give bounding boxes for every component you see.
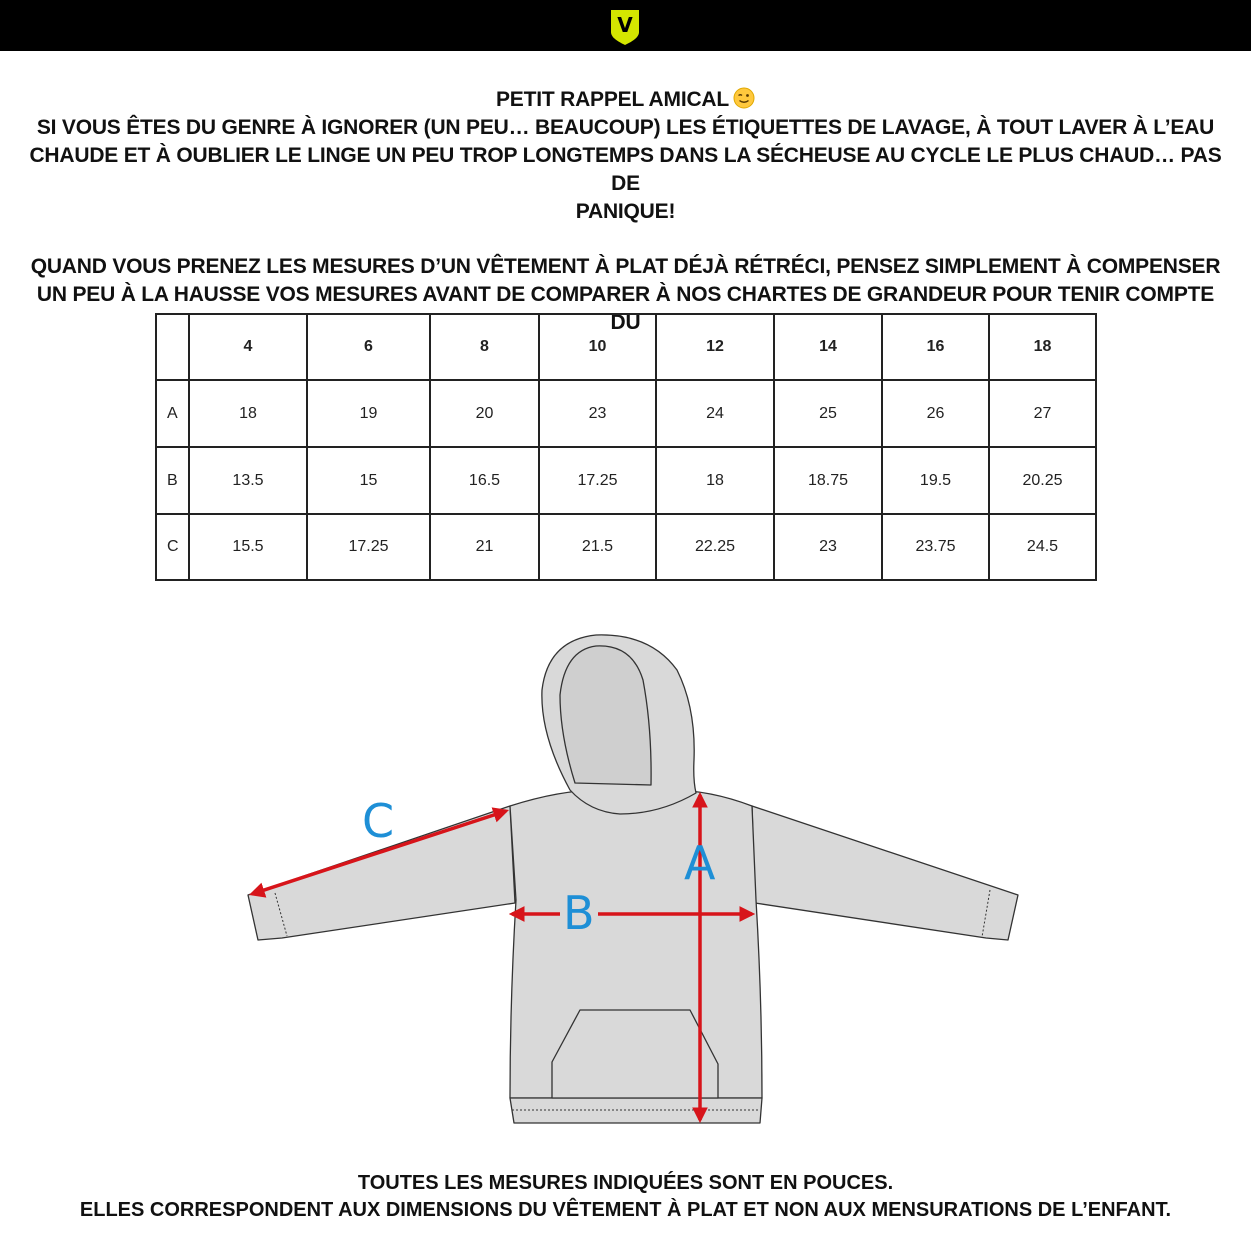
corner-cell <box>156 314 189 380</box>
winking-face-emoji-icon <box>733 87 755 109</box>
footer-note <box>20 1170 1231 1224</box>
hoodie-illustration <box>248 635 1018 1123</box>
table-cell: 23 <box>774 514 882 580</box>
table-cell: 18 <box>189 380 307 447</box>
size-header-cell: 16 <box>882 314 989 380</box>
table-cell: 15 <box>307 447 430 514</box>
intro-title-line <box>20 86 1231 114</box>
intro-paragraph2-line2: UN PEU À LA HAUSSE VOS MESURES AVANT DE COMPARER À NOS CHARTES DE GRANDEUR POUR TENIR COMPTE DU <box>36 283 1215 334</box>
table-cell: 25 <box>774 380 882 447</box>
measure-c-label: C <box>362 794 395 848</box>
table-cell: 18 <box>656 447 774 514</box>
table-cell: 24.5 <box>989 514 1096 580</box>
size-header-row <box>156 314 1096 380</box>
footer-line2: ELLES CORRESPONDENT AUX DIMENSIONS DU VÊTEMENT À PLAT ET NON AUX MENSURATIONS DE L’ENFANT. <box>79 1199 1172 1221</box>
table-cell: 24 <box>656 380 774 447</box>
intro-paragraph2-line1: QUAND VOUS PRENEZ LES MESURES D’UN VÊTEMENT À PLAT DÉJÀ RÉTRÉCI, PENSEZ SIMPLEMENT À COMPENSER <box>30 255 1221 278</box>
size-header-cell: 8 <box>430 314 539 380</box>
table-cell: 13.5 <box>189 447 307 514</box>
table-cell: 19 <box>307 380 430 447</box>
measure-row-c <box>156 514 1096 580</box>
intro-text <box>20 86 1231 337</box>
table-cell: 22.25 <box>656 514 774 580</box>
measure-a-label: A <box>684 836 716 890</box>
table-cell: 19.5 <box>882 447 989 514</box>
intro-paragraph1-line3: PANIQUE! <box>575 200 676 223</box>
table-cell: 27 <box>989 380 1096 447</box>
table-cell: 18.75 <box>774 447 882 514</box>
measure-b-label: B <box>563 886 595 940</box>
table-cell: 20 <box>430 380 539 447</box>
table-cell: 15.5 <box>189 514 307 580</box>
row-label: A <box>156 380 189 447</box>
size-header-cell: 12 <box>656 314 774 380</box>
v-shield-logo-icon <box>609 8 641 46</box>
measure-row-a <box>156 380 1096 447</box>
row-label: B <box>156 447 189 514</box>
size-header-cell: 6 <box>307 314 430 380</box>
table-cell: 17.25 <box>539 447 656 514</box>
intro-paragraph1-line1: SI VOUS ÊTES DU GENRE À IGNORER (UN PEU… BEAUCOUP) LES ÉTIQUETTES DE LAVAGE, À TOUT LAVER À L’EAU <box>36 116 1215 139</box>
svg-text:V: V <box>617 13 633 37</box>
size-header-cell: 10 <box>539 314 656 380</box>
hoodie-measurement-diagram <box>230 625 1030 1135</box>
intro-title: PETIT RAPPEL AMICAL <box>495 88 730 111</box>
top-bar <box>0 0 1251 51</box>
table-cell: 26 <box>882 380 989 447</box>
size-chart-table <box>155 313 1097 581</box>
footer-line1: TOUTES LES MESURES INDIQUÉES SONT EN POUCES. <box>357 1172 894 1194</box>
table-cell: 21 <box>430 514 539 580</box>
size-header-cell: 18 <box>989 314 1096 380</box>
table-cell: 16.5 <box>430 447 539 514</box>
row-label: C <box>156 514 189 580</box>
table-cell: 23.75 <box>882 514 989 580</box>
measure-row-b <box>156 447 1096 514</box>
size-header-cell: 4 <box>189 314 307 380</box>
size-header-cell: 14 <box>774 314 882 380</box>
intro-paragraph1-line2: CHAUDE ET À OUBLIER LE LINGE UN PEU TROP LONGTEMPS DANS LA SÉCHEUSE AU CYCLE LE PLUS CHAUD… PAS DE <box>29 144 1222 195</box>
table-cell: 17.25 <box>307 514 430 580</box>
table-cell: 21.5 <box>539 514 656 580</box>
table-cell: 23 <box>539 380 656 447</box>
table-cell: 20.25 <box>989 447 1096 514</box>
